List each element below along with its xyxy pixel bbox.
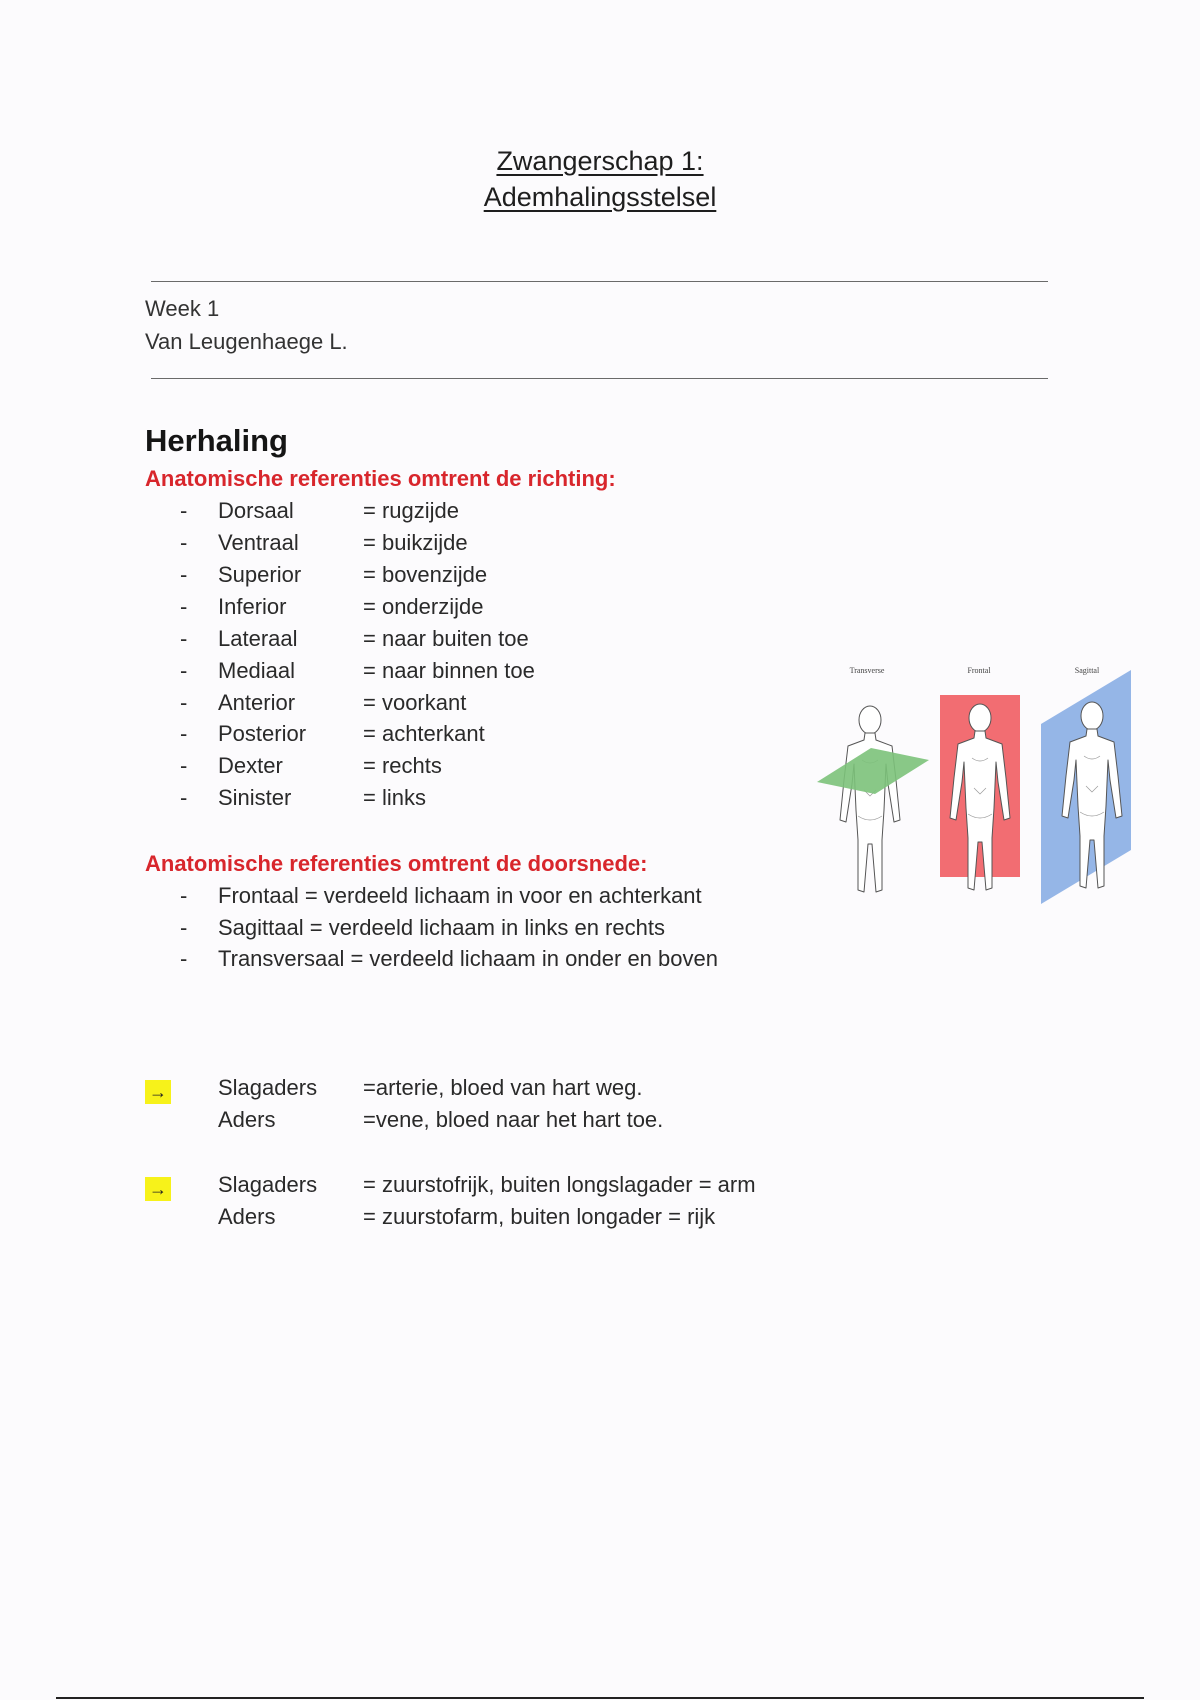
- term-definition: = zuurstofrijk, buiten longslagader = arm: [363, 1172, 756, 1197]
- cross-section-heading: Anatomische referenties omtrent de doorsnede:: [145, 851, 648, 876]
- term-label: Dorsaal: [218, 498, 294, 523]
- term-label: Superior: [218, 562, 302, 587]
- term-definition: = bovenzijde: [363, 562, 488, 587]
- week-label: Week 1: [145, 296, 220, 321]
- term-label: Ventraal: [218, 530, 299, 555]
- cross-section-item: Transversaal = verdeeld lichaam in onder en boven: [218, 946, 718, 971]
- term-definition: = achterkant: [363, 721, 485, 746]
- term-definition: = links: [363, 785, 426, 810]
- term-label: Mediaal: [218, 658, 296, 683]
- term-label: Aders: [218, 1107, 276, 1132]
- term-label: Slagaders: [218, 1075, 318, 1100]
- figure-label-transverse: Transverse: [849, 666, 885, 675]
- anatomical-planes-figure: [815, 660, 1135, 905]
- term-label: Aders: [218, 1204, 276, 1229]
- arrow-icon: →: [145, 1177, 171, 1201]
- term-label: Slagaders: [218, 1172, 318, 1197]
- arrow-icon: →: [145, 1080, 171, 1104]
- figure-label-sagittal: Sagittal: [1074, 666, 1100, 675]
- term-definition: = naar buiten toe: [363, 626, 529, 651]
- document-title-line2: Ademhalingsstelsel: [483, 182, 717, 212]
- footer-rule: [56, 1697, 1144, 1699]
- term-label: Posterior: [218, 721, 307, 746]
- term-label: Lateraal: [218, 626, 298, 651]
- document-title-line1: Zwangerschap 1:: [496, 146, 704, 176]
- term-definition: = rugzijde: [363, 498, 460, 523]
- header-rule-top: [151, 281, 1048, 282]
- figure-label-frontal: Frontal: [967, 666, 991, 675]
- term-definition: = zuurstofarm, buiten longader = rijk: [363, 1204, 716, 1229]
- term-definition: = naar binnen toe: [363, 658, 535, 683]
- term-definition: = buikzijde: [363, 530, 468, 555]
- header-rule-bottom: [151, 378, 1048, 379]
- term-label: Inferior: [218, 594, 287, 619]
- document-page: Zwangerschap 1: Ademhalingsstelsel Week 1 Van Leugenhaege L. Herhaling Anatomische referenties omtrent de richting: - Dorsaal = rugzijde - Ventraal = buikzijde - Superior = bovenzijde - Inferior = onderzijde - Lateraal = naar buiten toe - Mediaal = naar binnen toe - Anterior = voorkant - Posterior = achterkant - Dexter = rechts - Sinister = links Anatomische referenties omtrent de doorsnede: - Frontaal = verdeeld lichaam in voor en achterkant - Sagittaal = verdeeld lichaam in links en rechts - Transversaal = verdeeld lichaam in onder en boven Transverse Frontal Sagittal → Slagaders =arterie, bloed van hart weg. Aders =vene, bloed naar het hart toe. → Slagaders = zuurstofrijk, buiten longslagader = arm Aders = zuurstofarm, buiten longader = rijk: [0, 0, 1200, 1700]
- term-definition: = onderzijde: [363, 594, 484, 619]
- author-label: Van Leugenhaege L.: [145, 329, 348, 354]
- cross-section-item: Frontaal = verdeeld lichaam in voor en achterkant: [218, 883, 702, 908]
- term-label: Sinister: [218, 785, 292, 810]
- cross-section-item: Sagittaal = verdeeld lichaam in links en rechts: [218, 915, 665, 940]
- term-definition: =arterie, bloed van hart weg.: [363, 1075, 643, 1100]
- direction-heading: Anatomische referenties omtrent de richting:: [145, 466, 616, 491]
- term-definition: =vene, bloed naar het hart toe.: [363, 1107, 664, 1132]
- transverse-body-icon: [840, 706, 900, 892]
- term-label: Anterior: [218, 690, 296, 715]
- term-label: Dexter: [218, 753, 283, 778]
- term-definition: = rechts: [363, 753, 442, 778]
- term-definition: = voorkant: [363, 690, 467, 715]
- section-heading: Herhaling: [145, 423, 288, 458]
- transverse-plane: [817, 748, 929, 794]
